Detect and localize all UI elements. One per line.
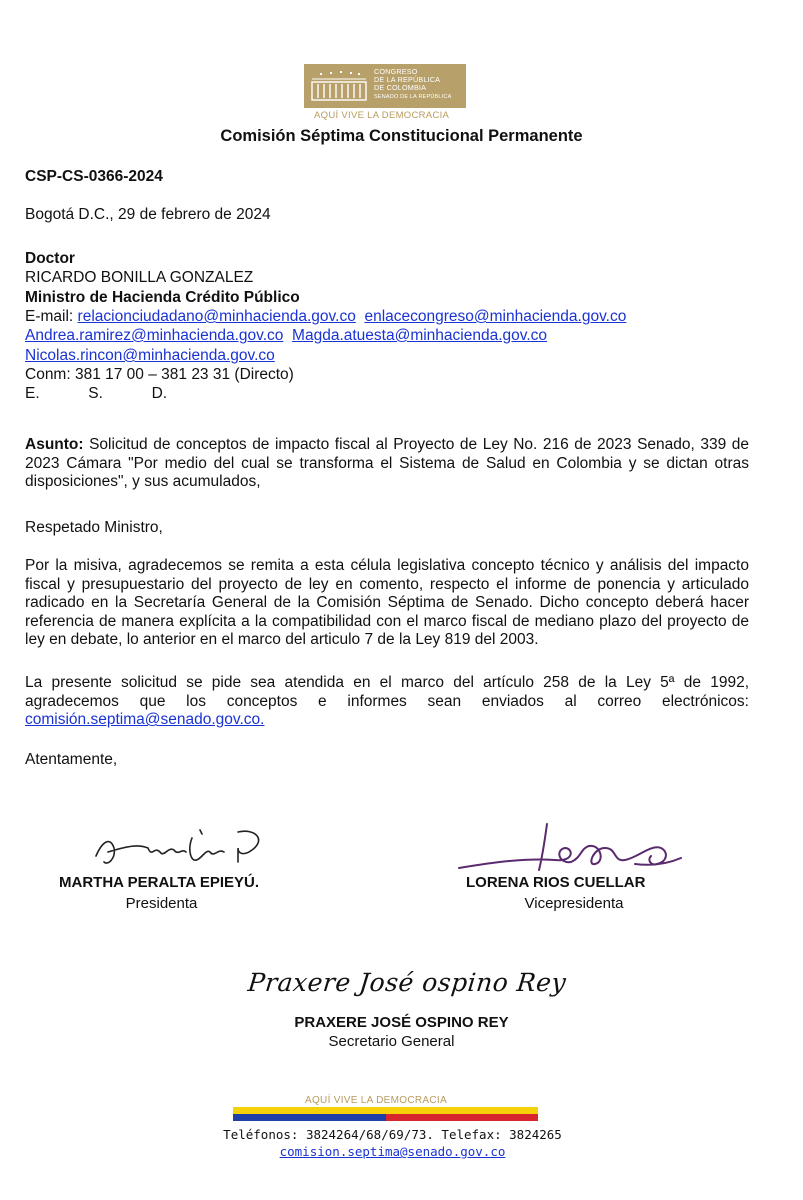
- email-link[interactable]: Magda.atuesta@minhacienda.gov.co: [292, 327, 548, 344]
- email-link[interactable]: Andrea.ramirez@minhacienda.gov.co: [25, 327, 284, 344]
- logo-line: DE LA REPÚBLICA: [374, 75, 441, 85]
- salutation: Respetado Ministro,: [25, 519, 163, 536]
- email-label: E-mail:: [25, 308, 74, 325]
- capitol-building-icon: [310, 70, 368, 102]
- footer-tagline: AQUÍ VIVE LA DEMOCRACIA: [305, 1095, 447, 1106]
- subject-label: Asunto:: [25, 436, 84, 453]
- footer-phones: Teléfonos: 3824264/68/69/73. Telefax: 3824265: [223, 1127, 562, 1142]
- recipient-name: RICARDO BONILLA GONZALEZ: [25, 269, 254, 286]
- footer-email-row: [0, 1144, 785, 1159]
- flag-yellow-stripe: [233, 1107, 538, 1114]
- esd-letter: S.: [88, 385, 103, 402]
- signatory-role: Presidenta: [125, 895, 198, 912]
- esd-letter: E.: [25, 385, 40, 402]
- email-link[interactable]: enlacecongreso@minhacienda.gov.co: [364, 308, 627, 325]
- recipient-title: Doctor: [25, 250, 75, 267]
- signature-praxere-image: Praxere José ospino Rey: [246, 968, 568, 997]
- signatory-name: PRAXERE JOSÉ OSPINO REY: [294, 1014, 509, 1031]
- flag-blue-stripe: [233, 1114, 386, 1121]
- recipient-position: Ministro de Hacienda Crédito Público: [25, 289, 300, 306]
- body-line: La presente solicitud se pide sea atendida en el marco del artículo 258 de la Ley 5ª de 1992,: [25, 674, 749, 691]
- signatory-name: MARTHA PERALTA EPIEYÚ.: [59, 874, 260, 891]
- body-paragraph-1: Por la misiva, agradecemos se remita a esta célula legislativa concepto técnico y análisis del impacto fiscal y presupuestario del proyecto de ley en comento, respecto el informe de ponencia y articulado radicado en la Secretaría General de la Comisión Séptima de Senado. Dicho concepto deberá hacer referencia de manera explícita a la compatibilidad con el marco fiscal de mediano plazo del proyecto de ley en debate, lo anterior en el marco del articulo 7 de la Ley 819 del 2003.: [25, 557, 749, 649]
- committee-email-link[interactable]: comisión.septima@senado.gov.co.: [25, 711, 265, 729]
- body-paragraph-2: [25, 674, 749, 730]
- footer-email-link[interactable]: comision.septima@senado.gov.co: [279, 1144, 506, 1159]
- reference-number: CSP-CS-0366-2024: [25, 168, 163, 185]
- logo-line: SENADO DE LA REPÚBLICA: [374, 93, 452, 100]
- signatory-role: Vicepresidenta: [524, 895, 624, 912]
- closing: Atentamente,: [25, 751, 118, 768]
- esd-line: [25, 384, 167, 403]
- signatory-name: LORENA RIOS CUELLAR: [466, 874, 646, 891]
- email-row-1: [25, 307, 626, 326]
- subject-text: Solicitud de conceptos de impacto fiscal al Proyecto de Ley No. 216 de 2023 Senado, 339 de 2023 Cámara "Por medio del cual se transforma el Sistema de Salud en Colombia y se dictan otras disposiciones", y sus acumulados,: [25, 436, 750, 491]
- logo-line: CONGRESO: [374, 67, 418, 76]
- email-row-3: [25, 346, 275, 365]
- flag-bar: [233, 1107, 538, 1121]
- congress-logo: [304, 64, 466, 124]
- committee-heading: Comisión Séptima Constitucional Permanente: [220, 127, 583, 145]
- email-link[interactable]: relacionciudadano@minhacienda.gov.co: [77, 308, 356, 325]
- email-row-2: [25, 326, 547, 345]
- esd-letter: D.: [151, 385, 168, 402]
- logo-plate: [304, 64, 466, 108]
- email-link[interactable]: Nicolas.rincon@minhacienda.gov.co: [25, 347, 275, 364]
- place-date: Bogotá D.C., 29 de febrero de 2024: [25, 206, 271, 223]
- signature-martha-image: [88, 818, 278, 880]
- signatory-role: Secretario General: [328, 1033, 455, 1050]
- flag-red-stripe: [386, 1114, 539, 1121]
- logo-line: DE COLOMBIA: [374, 83, 427, 93]
- logo-tagline: AQUÍ VIVE LA DEMOCRACIA: [314, 110, 450, 121]
- subject-paragraph: [25, 436, 749, 492]
- recipient-phone: Conm: 381 17 00 – 381 23 31 (Directo): [25, 366, 294, 383]
- logo-text: [374, 68, 451, 101]
- body-line: agradecemos que los conceptos e informes sean enviados al correo electrónicos:: [25, 692, 749, 710]
